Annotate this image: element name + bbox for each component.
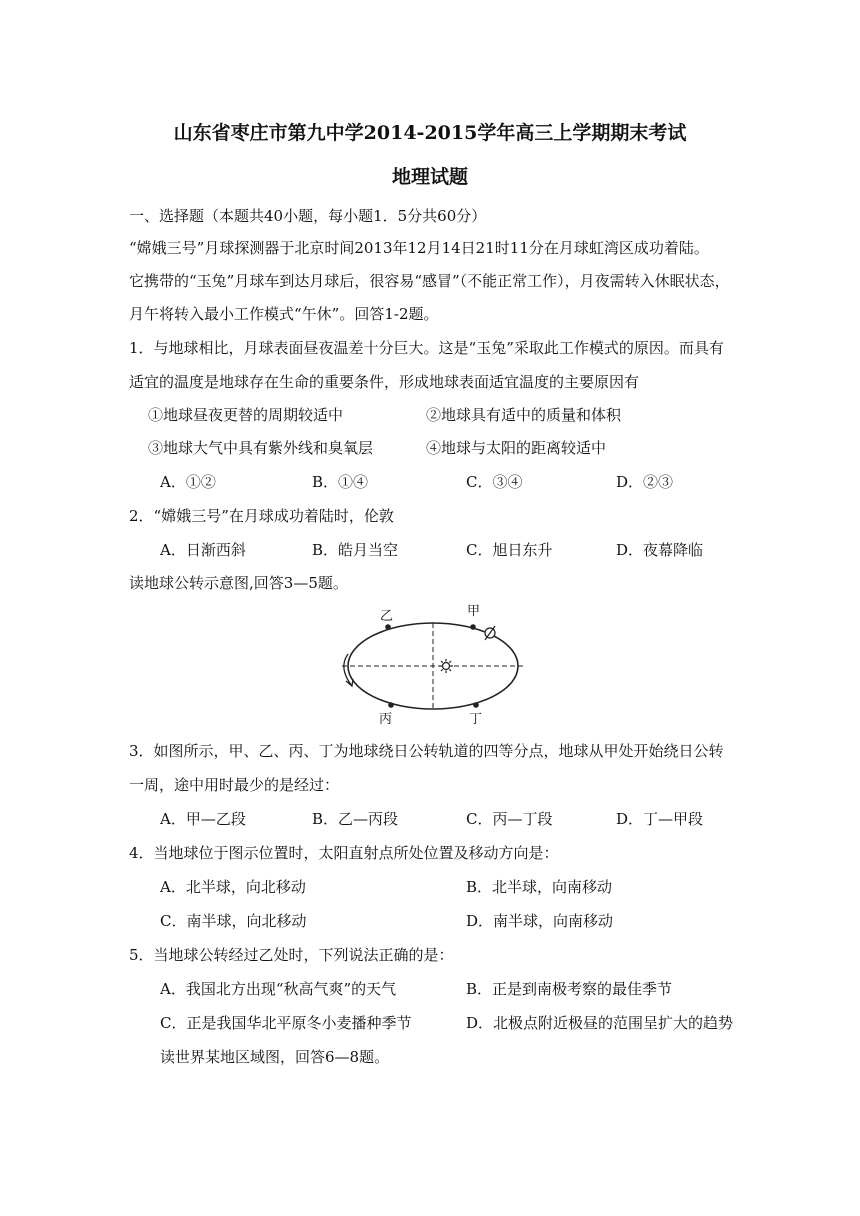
q4-stem: 4．当地球位于图示位置时，太阳直射点所处位置及移动方向是： xyxy=(129,844,559,862)
q5-option-b: B．正是到南极考察的最佳季节 xyxy=(466,980,673,998)
q4-option-a: A．北半球，向北移动 xyxy=(160,878,306,896)
q2-stem: 2．“嫦娥三号”在月球成功着陆时，伦敦 xyxy=(129,507,394,525)
figure-intro: 读地球公转示意图,回答3—5题。 xyxy=(129,574,348,592)
label-ding: 丁 xyxy=(469,711,483,726)
sun-icon xyxy=(439,659,453,673)
point-yi xyxy=(385,624,391,630)
q3-option-a: A．甲—乙段 xyxy=(160,810,246,828)
q5-option-d: D．北极点附近极昼的范围呈扩大的趋势 xyxy=(466,1014,734,1032)
q5-option-c: C．正是我国华北平原冬小麦播种季节 xyxy=(160,1014,412,1032)
point-bing xyxy=(388,702,394,708)
orbit-diagram xyxy=(330,598,540,730)
exam-title: 山东省枣庄市第九中学2014-2015学年高三上学期期末考试 xyxy=(173,122,687,144)
q1-statement-1: ①地球昼夜更替的周期较适中 xyxy=(148,406,344,424)
q1-stem-line-1: 1．与地球相比，月球表面昼夜温差十分巨大。这是“玉兔”采取此工作模式的原因。而具有 xyxy=(129,339,724,357)
q2-option-a: A．日渐西斜 xyxy=(160,541,246,559)
label-bing: 丙 xyxy=(379,711,393,726)
q2-option-b: B．皓月当空 xyxy=(312,541,399,559)
q3-stem-line-1: 3．如图所示，甲、乙、丙、丁为地球绕日公转轨道的四等分点，地球从甲处开始绕日公转 xyxy=(129,742,724,760)
q3-option-b: B．乙—丙段 xyxy=(312,810,399,828)
q1-option-d: D．②③ xyxy=(616,473,674,491)
q1-statement-4: ④地球与太阳的距离较适中 xyxy=(426,439,607,457)
point-jia xyxy=(470,624,476,630)
q3-option-d: D．丁—甲段 xyxy=(616,810,704,828)
intro-line-1: “嫦娥三号”月球探测器于北京时间2013年12月14日21时11分在月球虹湾区成功着陆。 xyxy=(129,239,709,257)
q1-statement-3: ③地球大气中具有紫外线和臭氧层 xyxy=(148,439,374,457)
intro-line-3: 月午将转入最小工作模式“午休”。回答1-2题。 xyxy=(129,305,439,323)
q4-option-d: D．南半球，向南移动 xyxy=(466,912,614,930)
q2-option-c: C．旭日东升 xyxy=(466,541,553,559)
q5-stem: 5．当地球公转经过乙处时，下列说法正确的是： xyxy=(129,946,454,964)
section-heading: 一、选择题（本题共40小题，每小题1．5分共60分） xyxy=(129,207,487,225)
label-jia: 甲 xyxy=(467,603,481,618)
q3-option-c: C．丙—丁段 xyxy=(466,810,553,828)
q1-option-c: C．③④ xyxy=(466,473,523,491)
intro-line-2: 它携带的“玉兔”月球车到达月球后，很容易“感冒”（不能正常工作），月夜需转入休眠状态， xyxy=(129,272,730,290)
q5-option-a: A．我国北方出现“秋高气爽”的天气 xyxy=(160,980,397,998)
label-yi: 乙 xyxy=(380,608,394,623)
earth-icon xyxy=(485,626,495,640)
q4-option-c: C．南半球，向北移动 xyxy=(160,912,307,930)
footer-intro: 读世界某地区域图，回答6—8题。 xyxy=(160,1048,390,1066)
q1-statement-2: ②地球具有适中的质量和体积 xyxy=(426,406,622,424)
exam-subtitle: 地理试题 xyxy=(391,166,468,188)
q1-option-a: A．①② xyxy=(160,473,216,491)
q4-option-b: B．北半球，向南移动 xyxy=(466,878,613,896)
q3-stem-line-2: 一周，途中用时最少的是经过： xyxy=(129,776,340,794)
q2-option-d: D．夜幕降临 xyxy=(616,541,704,559)
q1-option-b: B．①④ xyxy=(312,473,369,491)
q1-stem-line-2: 适宜的温度是地球存在生命的重要条件，形成地球表面适宜温度的主要原因有 xyxy=(129,373,640,391)
point-ding xyxy=(473,702,479,708)
